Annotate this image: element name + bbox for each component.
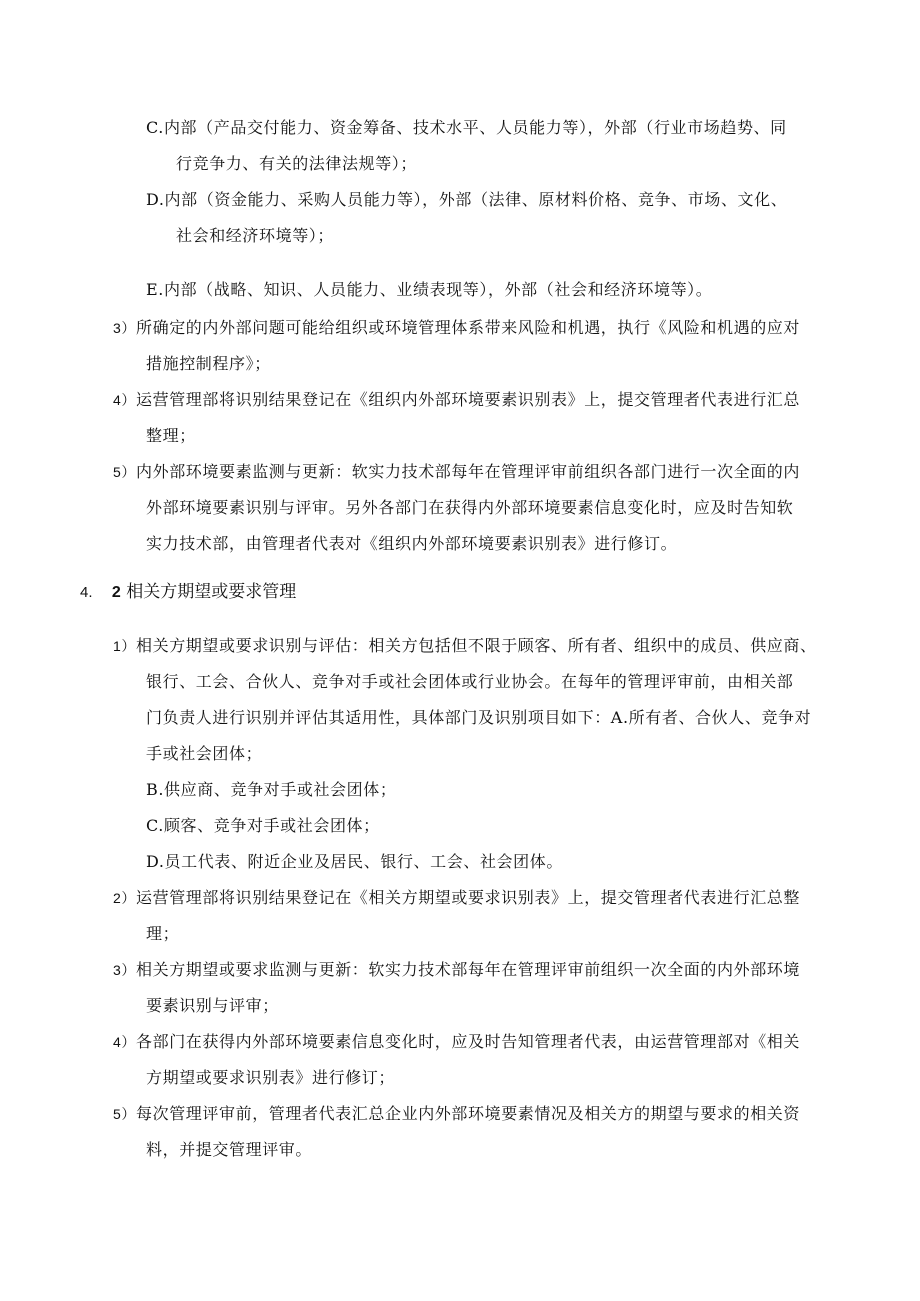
s2-item-1-sub-c: C.顾客、竞争对手或社会团体； — [146, 816, 380, 835]
item-d-paragraph — [146, 182, 787, 254]
item-3-line-1: 所确定的内外部问题可能给组织或环境管理体系带来风险和机遇，执行《风险和机遇的应对 — [136, 318, 801, 337]
item-3-paragraph — [113, 310, 800, 382]
item-d-line-2: 社会和经济环境等）； — [176, 226, 335, 245]
item-5-marker: 5） — [113, 464, 136, 480]
s2-item-1-line-2: 银行、工会、合伙人、竞争对手或社会团体或行业协会。在每年的管理评审前，由相关部 — [146, 672, 794, 691]
item-e-paragraph — [146, 272, 712, 308]
item-5-line-3: 实力技术部，由管理者代表对《组织内外部环境要素识别表》进行修订。 — [146, 534, 678, 553]
s2-item-2-line-2: 理； — [146, 924, 180, 943]
s2-item-2-marker: 2） — [113, 890, 136, 906]
item-5-paragraph — [113, 454, 800, 562]
s2-item-3-marker: 3） — [113, 962, 136, 978]
section-heading-number: 4. — [80, 584, 93, 601]
s2-item-5-line-1: 每次管理评审前，管理者代表汇总企业内外部环境要素情况及相关方的期望与要求的相关资 — [136, 1104, 801, 1123]
section-heading-title: 相关方期望或要求管理 — [126, 582, 297, 602]
s2-item-1-marker: 1） — [113, 638, 136, 654]
section-heading-subnumber: 2 — [111, 584, 121, 601]
item-4-line-1: 运营管理部将识别结果登记在《组织内外部环境要素识别表》上，提交管理者代表进行汇总 — [136, 390, 801, 409]
s2-item-3-paragraph — [113, 952, 800, 1024]
s2-item-1-sub-b: B.供应商、竞争对手或社会团体； — [146, 780, 397, 799]
s2-item-4-marker: 4） — [113, 1034, 136, 1050]
item-c-line-2: 行竞争力、有关的法律法规等）； — [176, 154, 418, 173]
item-3-line-2: 措施控制程序》； — [146, 354, 271, 373]
s2-item-5-marker: 5） — [113, 1106, 136, 1122]
s2-item-1-line-4: 手或社会团体； — [146, 744, 263, 763]
s2-item-4-paragraph — [113, 1024, 800, 1096]
item-4-marker: 4） — [113, 392, 136, 408]
item-3-marker: 3） — [113, 320, 136, 336]
item-c-line-1: C.内部（产品交付能力、资金筹备、技术水平、人员能力等），外部（行业市场趋势、同 — [146, 118, 787, 137]
item-4-line-2: 整理； — [146, 426, 196, 445]
section-heading — [80, 574, 296, 611]
s2-item-4-line-1: 各部门在获得内外部环境要素信息变化时，应及时告知管理者代表，由运营管理部对《相关 — [136, 1032, 801, 1051]
item-4-paragraph — [113, 382, 800, 454]
s2-item-4-line-2: 方期望或要求识别表》进行修订； — [146, 1068, 396, 1087]
item-c-paragraph — [146, 110, 787, 182]
item-5-line-2: 外部环境要素识别与评审。另外各部门在获得内外部环境要素信息变化时，应及时告知软 — [146, 498, 794, 517]
item-e-line-1: E.内部（战略、知识、人员能力、业绩表现等），外部（社会和经济环境等）。 — [146, 280, 713, 299]
s2-item-5-paragraph — [113, 1096, 800, 1168]
item-d-line-1: D.内部（资金能力、采购人员能力等），外部（法律、原材料价格、竞争、市场、文化、 — [146, 190, 788, 209]
s2-item-1-line-3: 门负责人进行识别并评估其适用性，具体部门及识别项目如下：A.所有者、合伙人、竞争对 — [146, 708, 812, 727]
item-5-line-1: 内外部环境要素监测与更新：软实力技术部每年在管理评审前组织各部门进行一次全面的内 — [136, 462, 801, 481]
s2-item-5-line-2: 料，并提交管理评审。 — [146, 1140, 313, 1159]
s2-item-2-paragraph — [113, 880, 800, 952]
s2-item-1-sub-d: D.员工代表、附近企业及居民、银行、工会、社会团体。 — [146, 852, 563, 871]
s2-item-3-line-2: 要素识别与评审； — [146, 996, 279, 1015]
s2-item-1-paragraph — [113, 628, 817, 880]
s2-item-1-line-1: 相关方期望或要求识别与评估：相关方包括但不限于顾客、所有者、组织中的成员、供应商、 — [136, 636, 817, 655]
s2-item-3-line-1: 相关方期望或要求监测与更新：软实力技术部每年在管理评审前组织一次全面的内外部环境 — [136, 960, 801, 979]
s2-item-2-line-1: 运营管理部将识别结果登记在《相关方期望或要求识别表》上，提交管理者代表进行汇总整 — [136, 888, 801, 907]
